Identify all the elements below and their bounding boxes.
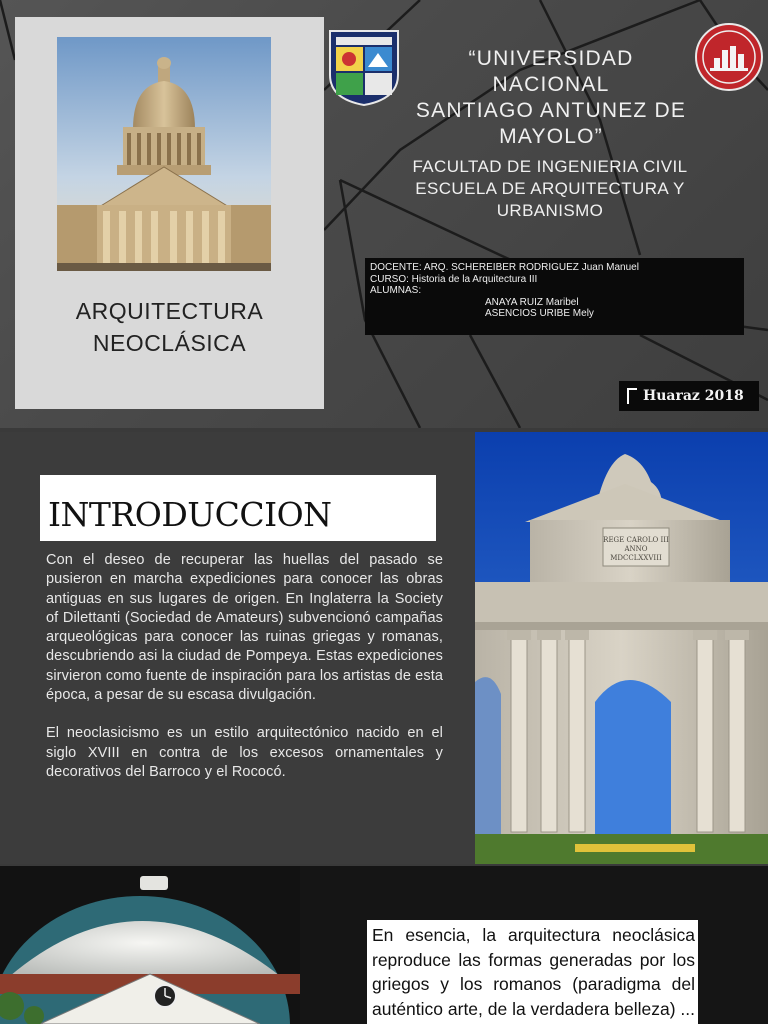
curso-text: CURSO: Historia de la Arquitectura III [370, 273, 538, 285]
faculty-line3: URBANISMO [496, 201, 604, 220]
intro-body [46, 551, 443, 801]
university-line1: “UNIVERSIDAD NACIONAL [468, 47, 634, 96]
arch-inscription-2: ANNO [624, 545, 648, 553]
cover-slide [0, 0, 768, 428]
corner-mark-icon [627, 388, 637, 404]
arch-inscription-3: MDCCLXXVIII [610, 554, 662, 562]
course-info-box [365, 258, 744, 335]
essence-text-box [367, 920, 698, 1024]
intro-paragraph-1: Con el deseo de recuperar las huellas del pasado se pusieron en marcha expediciones para conocer las obras antiguas en sus lugares de origen. En Inglaterra la Society of Dilettanti (Sociedad de Amateurs) subvencionó campañas arqueológicas para conocer las ruinas griegas y romanas, descubriendo asi la ciudad de Pompeya. Estas expediciones sirvieron como fuente de inspiración para los artistas de esta época, a pesar de su escasa divulgación. [46, 552, 443, 704]
faculty-name [380, 156, 720, 222]
essence-text: En esencia, la arquitectura neoclásica reproduce las formas generadas por los griegos y los romanos (paradigma del auténtico arte, de la verdadera belleza) ... [372, 925, 695, 1019]
faculty-logo-icon [694, 22, 764, 92]
arch-inscription-1: REGE CAROLO III [603, 536, 669, 544]
essence-slide [0, 866, 768, 1024]
pantheon-photo [57, 37, 271, 271]
cover-title [15, 295, 324, 359]
location-year-text: Huaraz 2018 [643, 388, 744, 404]
cover-title-line2: NEOCLÁSICA [92, 330, 247, 356]
faculty-line2: ESCUELA DE ARQUITECTURA Y [415, 179, 685, 198]
intro-heading-box [40, 475, 436, 541]
cover-title-line1: ARQUITECTURA [75, 298, 264, 324]
university-seal-icon [326, 27, 402, 107]
docente-text: DOCENTE: ARQ. SCHEREIBER RODRIGUEZ Juan Manuel [370, 262, 639, 273]
alumna-2: ASENCIOS URIBE Mely [485, 308, 594, 319]
intro-paragraph-2: El neoclasicismo es un estilo arquitectónico nacido en el siglo XVIII en contra de los excesos ornamentales y decorativos del Barroco y el Rococó. [46, 725, 443, 780]
university-line3: MAYOLO” [499, 125, 603, 148]
cover-card [15, 17, 324, 409]
university-line2: SANTIAGO ANTUNEZ DE [415, 99, 687, 122]
alumna-1: ANAYA RUIZ Maribel [485, 296, 579, 308]
introduction-slide [0, 432, 768, 864]
location-year-badge [619, 381, 759, 411]
university-name [410, 46, 692, 150]
faculty-line1: FACULTAD DE INGENIERIA CIVIL [412, 157, 688, 176]
rotunda-photo [0, 866, 300, 1024]
intro-heading: INTRODUCCION [48, 495, 332, 534]
puerta-de-alcala-photo [475, 432, 768, 864]
alumnas-label: ALUMNAS: [370, 285, 422, 296]
